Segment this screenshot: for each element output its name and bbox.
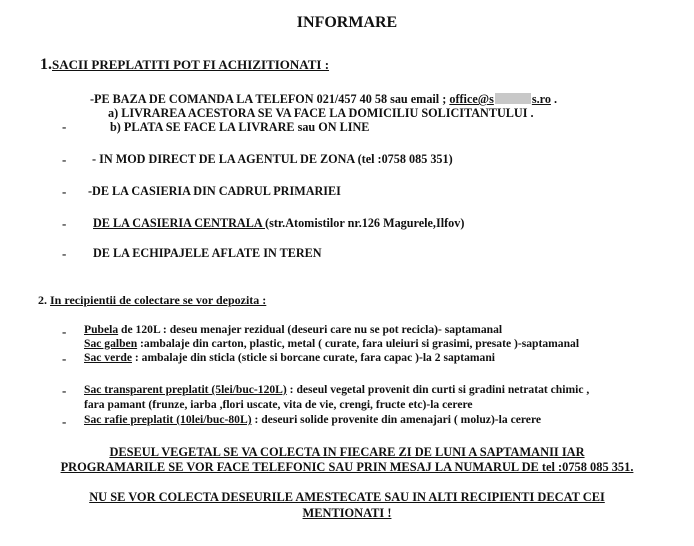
- bullet-dash: -: [62, 246, 67, 261]
- document-title: INFORMARE: [296, 14, 398, 31]
- list-item: [84, 413, 541, 427]
- section2-number: 2.: [38, 293, 47, 307]
- email-end: s.ro: [531, 92, 551, 106]
- bullet-dash: -: [62, 216, 67, 231]
- email-address[interactable]: [449, 92, 551, 106]
- bullet-dash: -: [62, 324, 67, 339]
- bullet-dash: -: [62, 119, 67, 134]
- list-item: [84, 337, 579, 351]
- item-label: Sac verde: [84, 351, 132, 364]
- notice-line-4: MENTIONATI !: [302, 506, 392, 520]
- email-tail: .: [550, 92, 558, 106]
- section1-heading: [40, 58, 329, 72]
- item-label: Pubela: [84, 323, 119, 336]
- item-text: de 120L : deseu menajer rezidual (deseuri care nu se pot recicla)- saptamanal: [118, 323, 503, 336]
- list-item-continuation: [84, 398, 473, 412]
- section1-number: 1.: [40, 56, 52, 73]
- item-text: :ambalaje din carton, plastic, metal ( curate, fara uleiuri si grasimi, presate )-saptamanal: [137, 337, 580, 350]
- bullet-dash: -: [62, 383, 67, 398]
- phone-line-text: -PE BAZA DE COMANDA LA TELEFON 021/457 40 58 sau email ;: [90, 92, 450, 106]
- bullet-dash: -: [62, 152, 67, 167]
- line-a: a) LIVRAREA ACESTORA SE VA FACE LA DOMICILIU SOLICITANTULUI .: [108, 106, 534, 120]
- item-label: Sac galben: [84, 337, 138, 350]
- line-agent: - IN MOD DIRECT DE LA AGENTUL DE ZONA (tel :0758 085 351): [92, 152, 453, 166]
- line-centrala-label: DE LA CASIERIA CENTRALA: [93, 216, 266, 230]
- list-item: [84, 351, 495, 365]
- item-label: Sac transparent preplatit (5lei/buc-120L): [84, 383, 287, 396]
- item-text: : deseuri solide provenite din amenajari ( moluz)-la cerere: [251, 413, 542, 426]
- bullet-dash: -: [62, 351, 67, 366]
- line-b: b) PLATA SE FACE LA LIVRARE sau ON LINE: [110, 120, 370, 134]
- line-teren: DE LA ECHIPAJELE AFLATE IN TEREN: [93, 246, 322, 260]
- item-text: : ambalaje din sticla (sticle si borcane curate, fara capac )-la 2 saptamani: [131, 351, 495, 364]
- line-primarie: -DE LA CASIERIA DIN CADRUL PRIMARIEI: [88, 184, 341, 198]
- section2-heading: [38, 293, 266, 307]
- item-label: Sac rafie preplatit (10lei/buc-80L): [84, 413, 252, 426]
- notice-line-3: NU SE VOR COLECTA DESEURILE AMESTECATE SAU IN ALTI RECIPIENTI DECAT CEI: [89, 490, 605, 504]
- item-text: fara pamant (frunze, iarba ,flori uscate, vita de vie, crengi, fructe etc)-la cerere: [84, 398, 473, 411]
- line-centrala: [93, 216, 464, 230]
- bullet-dash: -: [62, 414, 67, 429]
- line-centrala-address: (str.Atomistilor nr.126 Magurele,Ilfov): [265, 216, 465, 230]
- notice-line-1: DESEUL VEGETAL SE VA COLECTA IN FIECARE ZI DE LUNI A SAPTAMANII IAR: [109, 445, 585, 459]
- phone-line: [90, 92, 557, 106]
- redacted-block: [495, 93, 531, 104]
- notice-line-2: PROGRAMARILE SE VOR FACE TELEFONIC SAU PRIN MESAJ LA NUMARUL DE tel :0758 085 351.: [60, 460, 634, 474]
- section2-heading-text: In recipientii de colectare se vor depozita :: [50, 293, 267, 307]
- list-item: [84, 383, 589, 397]
- item-text: : deseul vegetal provenit din curti si gradini netratat chimic ,: [286, 383, 590, 396]
- bullet-dash: -: [62, 184, 67, 199]
- section1-heading-text: SACII PREPLATITI POT FI ACHIZITIONATI :: [52, 57, 330, 72]
- list-item: [84, 323, 502, 337]
- email-start: office@s: [449, 92, 494, 106]
